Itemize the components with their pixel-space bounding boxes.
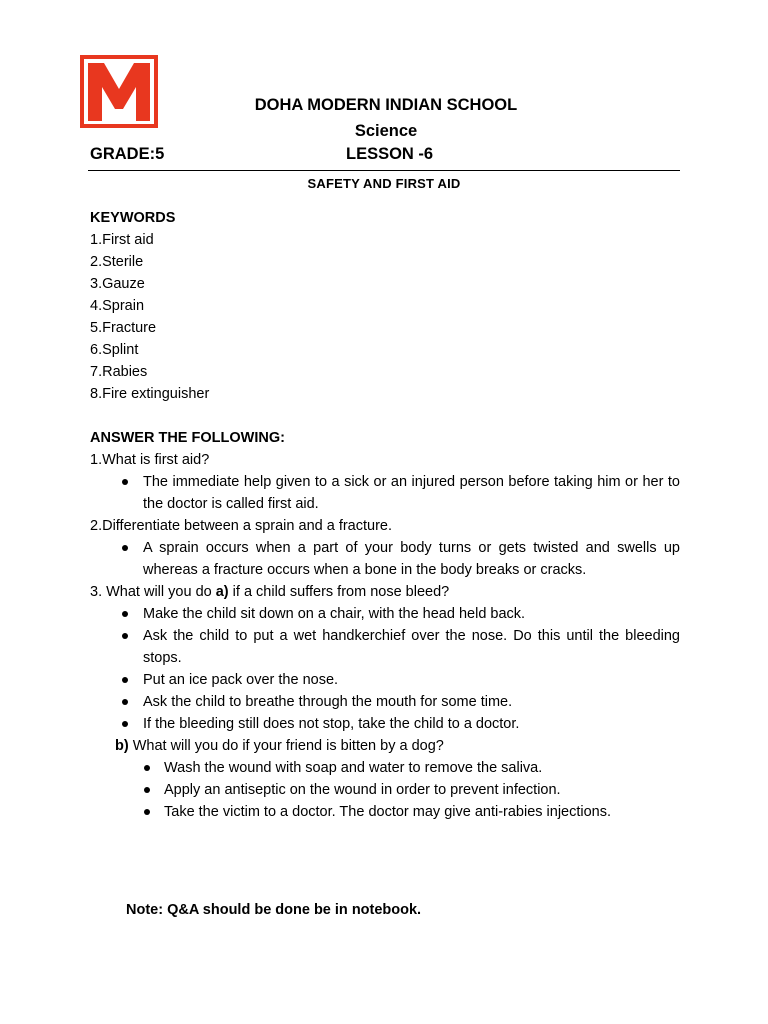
keyword-item: 3.Gauze	[90, 276, 145, 292]
worksheet-body	[90, 207, 680, 823]
keyword-item: 5.Fracture	[90, 320, 157, 336]
grade-label: GRADE:5	[90, 145, 165, 163]
question-2: 2.Differentiate between a sprain and a fracture.	[90, 518, 393, 534]
qa-heading: ANSWER THE FOLLOWING:	[90, 430, 285, 446]
answer-item: Make the child sit down on a chair, with the head held back.	[90, 603, 680, 625]
subject-title: Science	[354, 122, 418, 140]
keyword-item: 6.Splint	[90, 342, 139, 358]
m-logo-icon	[80, 55, 158, 128]
keyword-item: 2.Sterile	[90, 254, 144, 270]
part-a-label: a)	[215, 584, 229, 600]
question-3-prefix: 3. What will you do	[90, 584, 216, 600]
answer-item: Take the victim to a doctor. The doctor may give anti-rabies injections.	[90, 801, 680, 823]
keyword-item: 8.Fire extinguisher	[90, 386, 210, 402]
answer-3b-list	[90, 757, 680, 823]
answer-item: Ask the child to breathe through the mouth for some time.	[90, 691, 680, 713]
answer-item: Apply an antiseptic on the wound in order to prevent infection.	[90, 779, 680, 801]
keyword-item: 4.Sprain	[90, 298, 145, 314]
answer-1-list	[90, 471, 680, 515]
part-b-label: b)	[115, 738, 129, 754]
question-3b-text: What will you do if your friend is bitten by a dog?	[128, 738, 444, 754]
answer-2-list	[90, 537, 680, 581]
answer-item: Put an ice pack over the nose.	[90, 669, 680, 691]
question-3-suffix: if a child suffers from nose bleed?	[228, 584, 450, 600]
answer-item: If the bleeding still does not stop, take the child to a doctor.	[90, 713, 680, 735]
keyword-item: 7.Rabies	[90, 364, 148, 380]
answer-item: A sprain occurs when a part of your body turns or gets twisted and swells up whereas a fracture occurs when a bone in the body breaks or cracks.	[90, 537, 680, 581]
question-1: 1.What is first aid?	[90, 452, 210, 468]
school-logo	[80, 55, 158, 128]
topic-title: SAFETY AND FIRST AID	[307, 176, 461, 191]
question-3	[90, 581, 680, 603]
keywords-list	[90, 229, 680, 405]
lesson-label: LESSON -6	[346, 145, 434, 163]
keyword-item: 1.First aid	[90, 232, 154, 248]
answer-item: Wash the wound with soap and water to remove the saliva.	[90, 757, 680, 779]
school-name: DOHA MODERN INDIAN SCHOOL	[254, 96, 518, 114]
question-3b	[115, 735, 680, 757]
header-divider	[88, 170, 680, 171]
answer-item: The immediate help given to a sick or an injured person before taking him or her to the doctor is called first aid.	[90, 471, 680, 515]
answer-item: Ask the child to put a wet handkerchief over the nose. Do this until the bleeding stops.	[90, 625, 680, 669]
answer-3a-list	[90, 603, 680, 735]
keywords-heading: KEYWORDS	[90, 210, 176, 226]
notebook-note: Note: Q&A should be done be in notebook.	[126, 902, 422, 918]
